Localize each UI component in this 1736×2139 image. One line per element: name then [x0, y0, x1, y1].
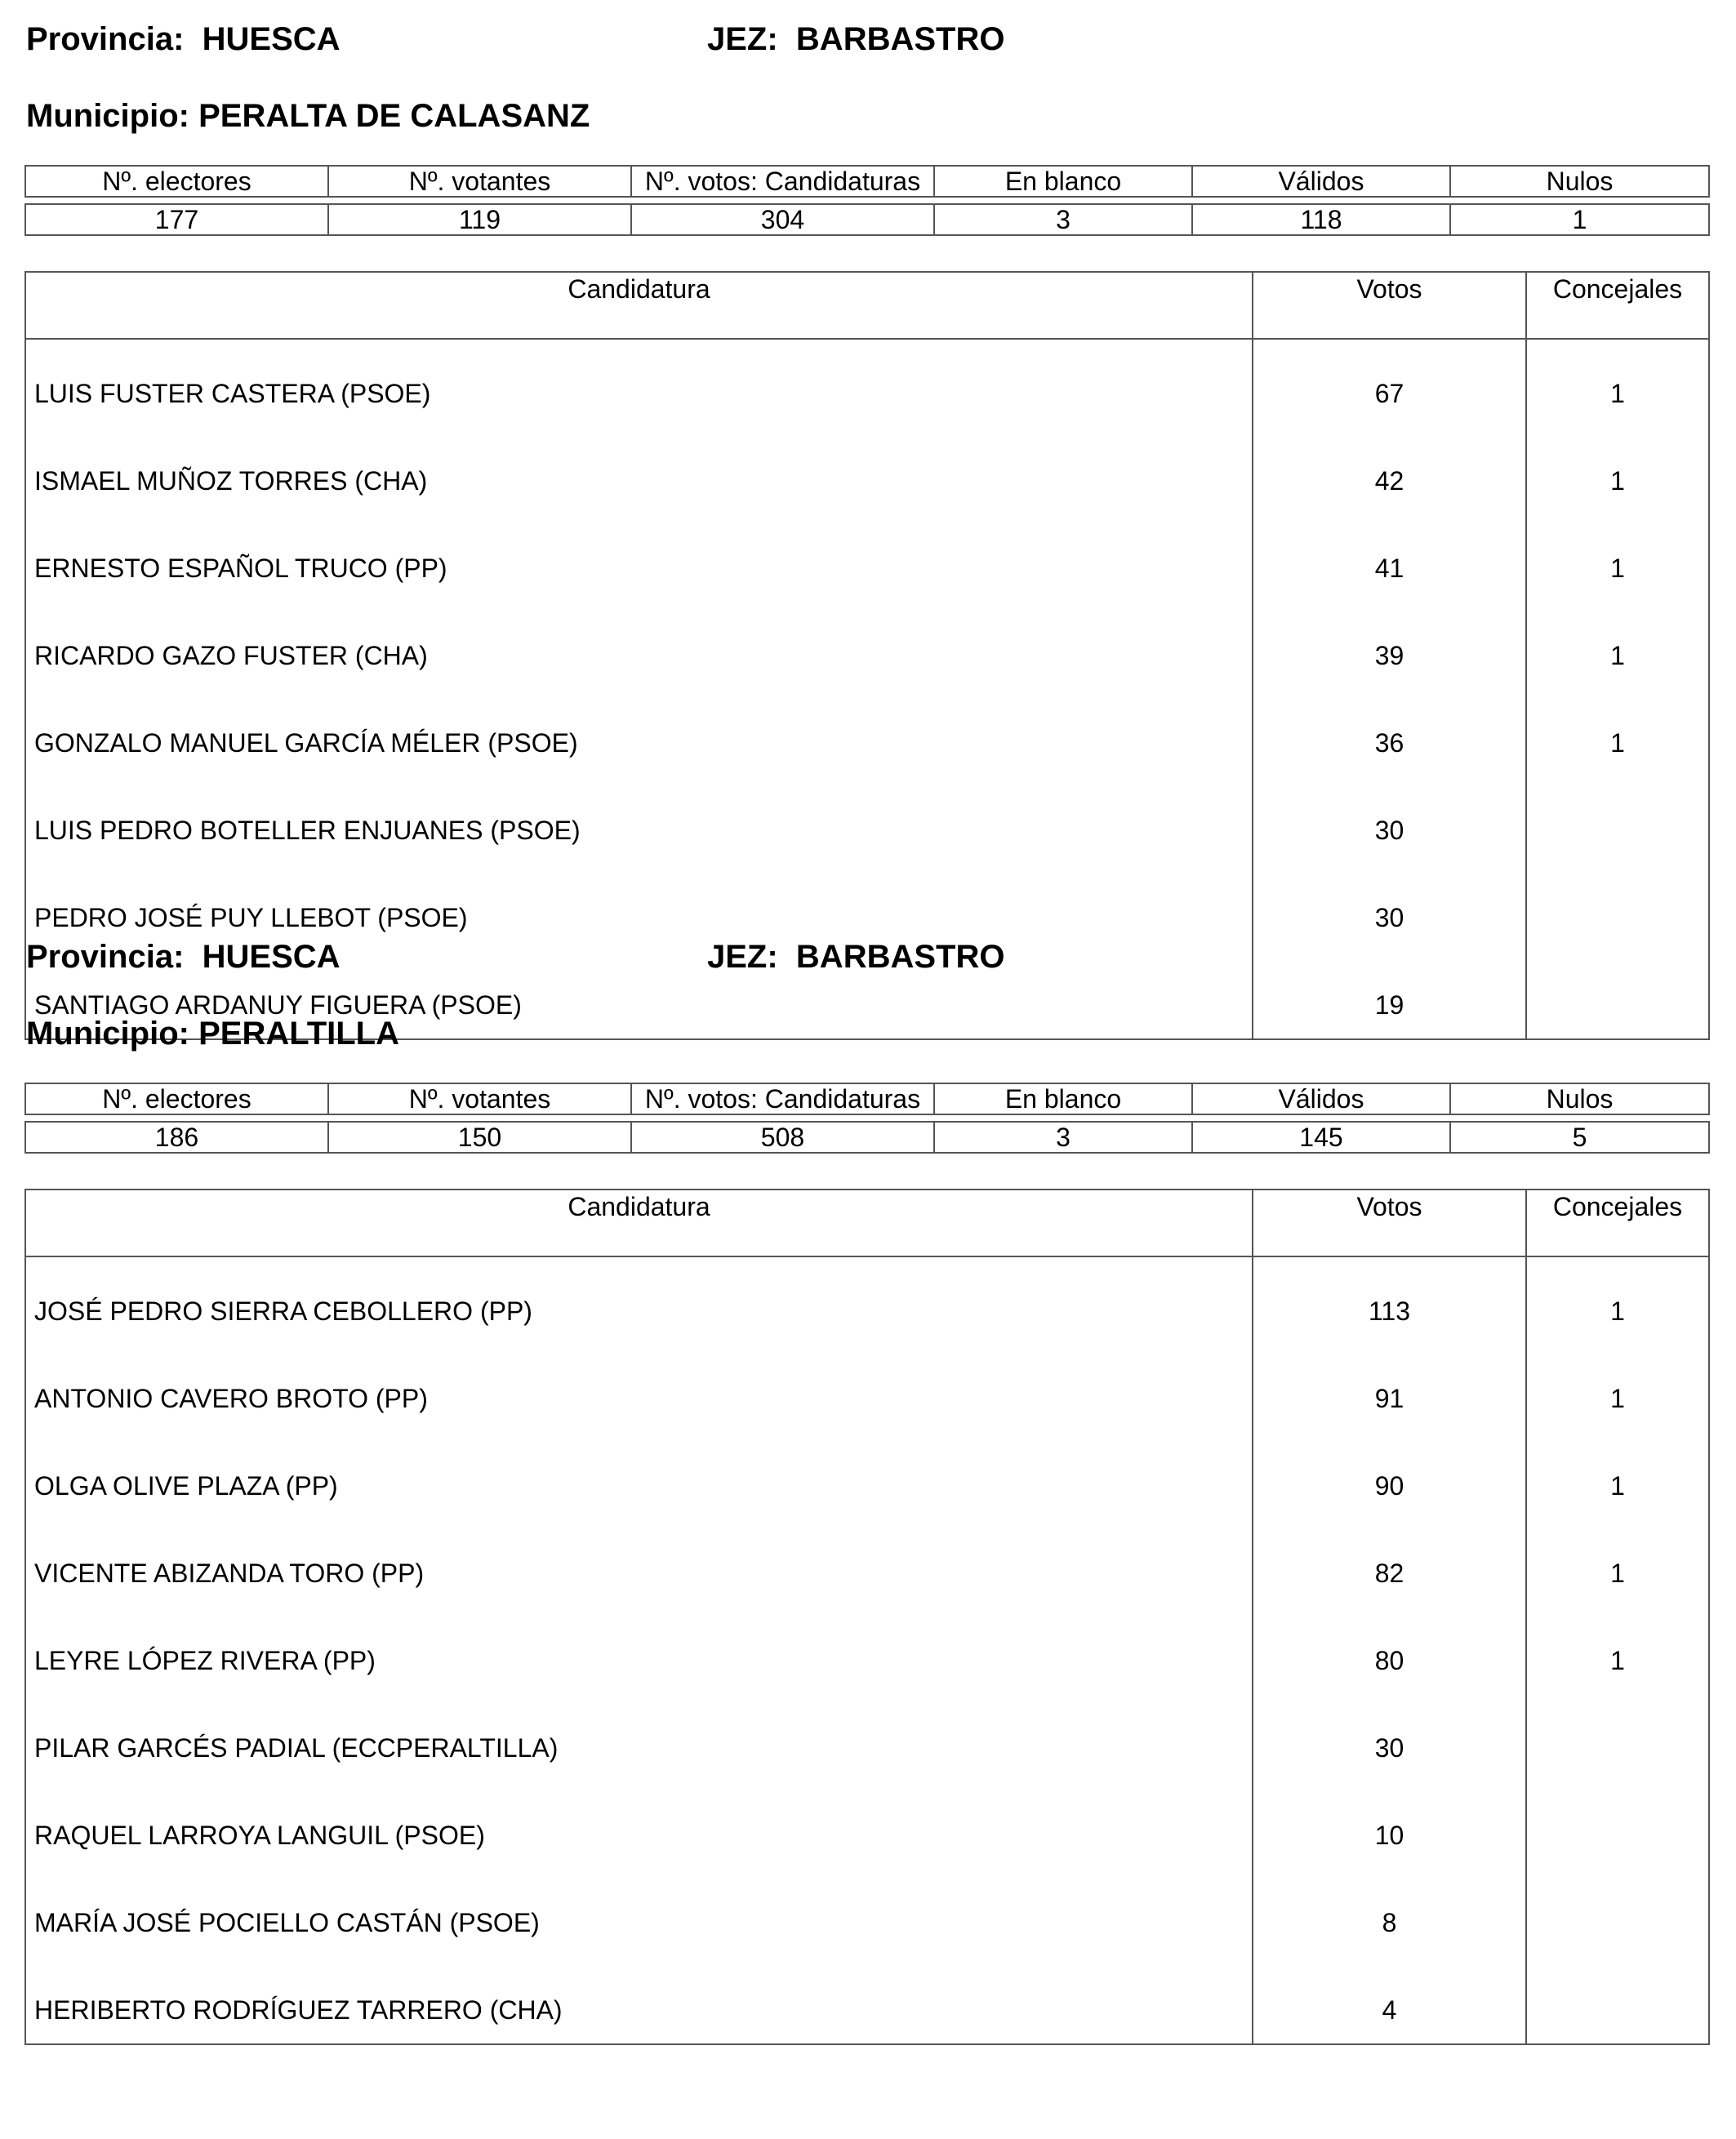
municipio-heading: [26, 100, 590, 132]
candidate-row: [25, 339, 1709, 427]
candidate-row: [25, 689, 1709, 776]
candidate-concejales: [1526, 776, 1709, 864]
candidate-votos: 82: [1253, 1519, 1526, 1607]
stats-header-en-blanco: En blanco: [934, 166, 1192, 197]
stats-gap: [25, 1114, 1709, 1122]
candidate-name: RICARDO GAZO FUSTER (CHA): [25, 602, 1253, 689]
candidate-concejales: 1: [1526, 1256, 1709, 1345]
candidate-row: [25, 1256, 1709, 1345]
candidate-concejales: 1: [1526, 689, 1709, 776]
stats-value-en-blanco: 3: [934, 204, 1192, 235]
provincia-heading: [26, 23, 341, 56]
candidate-name: GONZALO MANUEL GARCÍA MÉLER (PSOE): [25, 689, 1253, 776]
stats-header-validos: Válidos: [1192, 1083, 1450, 1114]
candidate-row: [25, 1869, 1709, 1956]
candidate-row: [25, 1781, 1709, 1869]
candidate-votos: 8: [1253, 1869, 1526, 1956]
stats-value-validos: 118: [1192, 204, 1450, 235]
stats-value-electores: 186: [25, 1122, 328, 1153]
candidate-concejales: 1: [1526, 1345, 1709, 1432]
provincia-heading: [26, 941, 341, 973]
candidate-row: [25, 1607, 1709, 1694]
candidate-row: [25, 776, 1709, 864]
stats-value-votos-candidaturas: 304: [631, 204, 934, 235]
provincia-label: Provincia:: [26, 939, 185, 975]
jez-label: JEZ:: [707, 21, 778, 57]
candidate-name: OLGA OLIVE PLAZA (PP): [25, 1432, 1253, 1519]
candidate-votos: 4: [1253, 1956, 1526, 2044]
candidate-votos: 91: [1253, 1345, 1526, 1432]
jez-value: BARBASTRO: [795, 21, 1005, 57]
candidate-votos: 80: [1253, 1607, 1526, 1694]
header-votos: Votos: [1253, 272, 1526, 339]
candidate-concejales: 1: [1526, 339, 1709, 427]
municipio-value: PERALTILLA: [198, 1016, 399, 1052]
candidate-row: [25, 1956, 1709, 2044]
header-concejales: Concejales: [1526, 272, 1709, 339]
stats-value-votantes: 150: [328, 1122, 631, 1153]
stats-header-nulos: Nulos: [1450, 1083, 1709, 1114]
stats-header-votos-candidaturas: Nº. votos: Candidaturas: [631, 1083, 934, 1114]
candidate-concejales: [1526, 1869, 1709, 1956]
stats-header-row: [25, 1083, 1709, 1114]
candidate-row: [25, 1519, 1709, 1607]
candidates-header-row: [25, 1190, 1709, 1256]
stats-header-row: [25, 166, 1709, 197]
stats-value-validos: 145: [1192, 1122, 1450, 1153]
stats-value-votantes: 119: [328, 204, 631, 235]
header-candidatura: Candidatura: [25, 1190, 1253, 1256]
candidate-concejales: [1526, 951, 1709, 1039]
stats-header-electores: Nº. electores: [25, 1083, 328, 1114]
candidate-row: [25, 427, 1709, 514]
candidate-votos: 10: [1253, 1781, 1526, 1869]
candidates-table: [24, 1189, 1710, 2045]
candidate-name: ANTONIO CAVERO BROTO (PP): [25, 1345, 1253, 1432]
stats-header-electores: Nº. electores: [25, 166, 328, 197]
provincia-value: HUESCA: [202, 21, 341, 57]
candidate-votos: 42: [1253, 427, 1526, 514]
candidate-votos: 113: [1253, 1256, 1526, 1345]
candidate-row: [25, 1345, 1709, 1432]
candidate-votos: 90: [1253, 1432, 1526, 1519]
candidate-row: [25, 864, 1709, 951]
stats-header-en-blanco: En blanco: [934, 1083, 1192, 1114]
candidate-votos: 30: [1253, 776, 1526, 864]
municipio-value: PERALTA DE CALASANZ: [198, 98, 590, 134]
candidate-name: VICENTE ABIZANDA TORO (PP): [25, 1519, 1253, 1607]
candidate-votos: 30: [1253, 1694, 1526, 1781]
stats-gap: [25, 197, 1709, 204]
candidate-name: RAQUEL LARROYA LANGUIL (PSOE): [25, 1781, 1253, 1869]
candidate-name: JOSÉ PEDRO SIERRA CEBOLLERO (PP): [25, 1256, 1253, 1345]
stats-table: [24, 165, 1710, 236]
stats-value-electores: 177: [25, 204, 328, 235]
header-candidatura: Candidatura: [25, 272, 1253, 339]
jez-heading: [707, 23, 1004, 56]
stats-table: [24, 1083, 1710, 1154]
stats-value-votos-candidaturas: 508: [631, 1122, 934, 1153]
candidate-votos: 19: [1253, 951, 1526, 1039]
candidate-name: PILAR GARCÉS PADIAL (ECCPERALTILLA): [25, 1694, 1253, 1781]
jez-value: BARBASTRO: [795, 939, 1005, 975]
candidate-votos: 39: [1253, 602, 1526, 689]
candidate-name: ERNESTO ESPAÑOL TRUCO (PP): [25, 514, 1253, 602]
municipio-heading: [26, 1017, 399, 1050]
provincia-label: Provincia:: [26, 21, 185, 57]
candidate-row: [25, 1694, 1709, 1781]
candidates-table: [24, 271, 1710, 1040]
stats-value-nulos: 1: [1450, 204, 1709, 235]
candidate-concejales: 1: [1526, 514, 1709, 602]
candidate-concejales: [1526, 1694, 1709, 1781]
candidate-votos: 30: [1253, 864, 1526, 951]
stats-header-votos-candidaturas: Nº. votos: Candidaturas: [631, 166, 934, 197]
candidate-row: [25, 602, 1709, 689]
candidate-concejales: [1526, 864, 1709, 951]
provincia-value: HUESCA: [202, 939, 341, 975]
stats-header-votantes: Nº. votantes: [328, 1083, 631, 1114]
candidate-concejales: 1: [1526, 1519, 1709, 1607]
header-votos: Votos: [1253, 1190, 1526, 1256]
candidate-concejales: [1526, 1781, 1709, 1869]
candidate-votos: 36: [1253, 689, 1526, 776]
jez-heading: [707, 941, 1004, 973]
candidate-name: HERIBERTO RODRÍGUEZ TARRERO (CHA): [25, 1956, 1253, 2044]
candidate-name: PEDRO JOSÉ PUY LLEBOT (PSOE): [25, 864, 1253, 951]
candidate-name: LUIS PEDRO BOTELLER ENJUANES (PSOE): [25, 776, 1253, 864]
candidate-name: MARÍA JOSÉ POCIELLO CASTÁN (PSOE): [25, 1869, 1253, 1956]
stats-value-en-blanco: 3: [934, 1122, 1192, 1153]
municipio-label: Municipio:: [26, 1016, 189, 1052]
candidate-row: [25, 1432, 1709, 1519]
candidate-votos: 41: [1253, 514, 1526, 602]
candidate-concejales: 1: [1526, 1607, 1709, 1694]
candidate-name: LEYRE LÓPEZ RIVERA (PP): [25, 1607, 1253, 1694]
stats-value-nulos: 5: [1450, 1122, 1709, 1153]
candidate-concejales: 1: [1526, 602, 1709, 689]
stats-header-nulos: Nulos: [1450, 166, 1709, 197]
candidate-name: LUIS FUSTER CASTERA (PSOE): [25, 339, 1253, 427]
candidate-concejales: [1526, 1956, 1709, 2044]
candidates-header-row: [25, 272, 1709, 339]
stats-value-row: [25, 204, 1709, 235]
municipio-label: Municipio:: [26, 98, 189, 134]
candidate-name: ISMAEL MUÑOZ TORRES (CHA): [25, 427, 1253, 514]
candidate-row: [25, 514, 1709, 602]
stats-header-validos: Válidos: [1192, 166, 1450, 197]
stats-header-votantes: Nº. votantes: [328, 166, 631, 197]
candidate-votos: 67: [1253, 339, 1526, 427]
jez-label: JEZ:: [707, 939, 778, 975]
candidate-concejales: 1: [1526, 1432, 1709, 1519]
candidate-name: SANTIAGO ARDANUY FIGUERA (PSOE): [25, 951, 1253, 1039]
header-concejales: Concejales: [1526, 1190, 1709, 1256]
candidate-concejales: 1: [1526, 427, 1709, 514]
stats-value-row: [25, 1122, 1709, 1153]
